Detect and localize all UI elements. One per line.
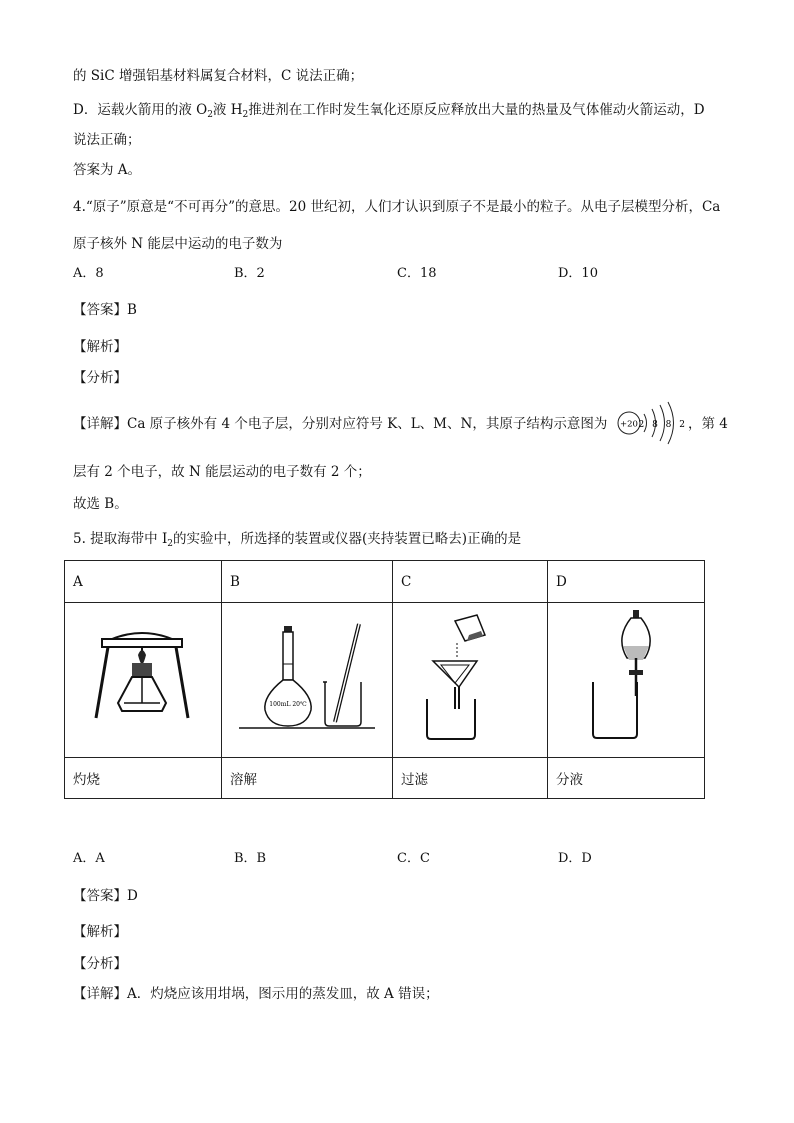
q4-stem-line2: 原子核外 N 能层中运动的电子数为	[73, 236, 283, 252]
answer-value: B	[127, 302, 137, 318]
header-cell-a: A	[65, 561, 222, 603]
nucleus-label: +20	[620, 419, 638, 430]
header-cell-b: B	[222, 561, 393, 603]
dissolving-apparatus-image	[237, 618, 377, 738]
detail-text: A．灼烧应该用坩埚，图示用的蒸发皿，故 A 错误；	[127, 986, 439, 1002]
q5-option-b: B．B	[234, 851, 267, 866]
image-cell-d	[548, 603, 705, 758]
detail-text: Ca 原子核外有 4 个电子层，分别对应符号 K、L、M、N，其原子结构示意图为	[127, 416, 608, 432]
detail-tag: 【详解】	[73, 416, 127, 432]
answer-tag: 【答案】	[73, 888, 127, 904]
separation-apparatus-image	[571, 608, 681, 748]
header-cell-d: D	[548, 561, 705, 603]
subscript: 2	[167, 539, 174, 549]
text-line-rocket	[73, 100, 705, 125]
text-span: 5. 提取海带中 I	[73, 531, 168, 547]
label-cell-d: 分液	[548, 758, 705, 799]
q5-detail-line1	[73, 984, 439, 1004]
text-span: 液 H	[212, 102, 243, 118]
q5-option-c: C．C	[397, 851, 430, 866]
q4-jiexi: 【解析】	[73, 339, 127, 355]
atom-structure-diagram	[616, 401, 688, 445]
text-line-sic: 的 SiC 增强铝基材料属复合材料，C 说法正确；	[73, 68, 364, 84]
q5-stem	[73, 529, 521, 554]
answer-value: D	[127, 888, 138, 904]
label-cell-b: 溶解	[222, 758, 393, 799]
q4-option-a: A．8	[73, 266, 104, 281]
text-span: 推进剂在工作时发生氧化还原反应释放出大量的热量及气体催动火箭运动，D	[248, 102, 705, 118]
apparatus-table	[64, 560, 705, 799]
label-cell-c: 过滤	[393, 758, 548, 799]
q5-option-a: A．A	[73, 851, 105, 866]
q5-answer	[73, 886, 138, 906]
text-span: D．运载火箭用的液 O	[73, 102, 208, 118]
q4-stem-line1: 4.“原子”原意是“不可再分”的意思。20 世纪初，人们才认识到原子不是最小的粒子。从电子层模型分析，Ca	[73, 199, 721, 215]
flask-label: 100mL 20℃	[269, 701, 307, 708]
q5-option-d: D．D	[558, 851, 592, 866]
q4-detail-line1	[73, 414, 607, 434]
q5-fenxi: 【分析】	[73, 956, 127, 972]
q4-detail-line1-end: ，第 4	[688, 416, 728, 432]
shell-electrons: 2 8 8 2	[638, 420, 688, 430]
header-cell-c: C	[393, 561, 548, 603]
image-cell-c	[393, 603, 548, 758]
text-line-answer-a: 答案为 A。	[73, 162, 142, 178]
image-cell-a	[65, 603, 222, 758]
q5-jiexi: 【解析】	[73, 924, 127, 940]
image-cell-b	[222, 603, 393, 758]
q4-detail-line2: 层有 2 个电子，故 N 能层运动的电子数有 2 个；	[73, 464, 371, 480]
text-line-correct: 说法正确；	[73, 132, 141, 148]
q4-option-d: D．10	[558, 266, 598, 281]
detail-tag: 【详解】	[73, 986, 127, 1002]
label-cell-a: 灼烧	[65, 758, 222, 799]
q4-option-b: B．2	[234, 266, 265, 281]
q4-answer	[73, 300, 137, 320]
subscript: 2	[242, 110, 249, 120]
answer-tag: 【答案】	[73, 302, 127, 318]
filtration-apparatus-image	[415, 613, 525, 743]
subscript: 2	[207, 110, 213, 120]
text-span: 的实验中，所选择的装置或仪器(夹持装置已略去)正确的是	[173, 531, 522, 547]
burning-apparatus-image	[88, 623, 198, 733]
q4-detail-line3: 故选 B。	[73, 496, 128, 512]
q4-fenxi: 【分析】	[73, 370, 127, 386]
q4-option-c: C．18	[397, 266, 437, 281]
